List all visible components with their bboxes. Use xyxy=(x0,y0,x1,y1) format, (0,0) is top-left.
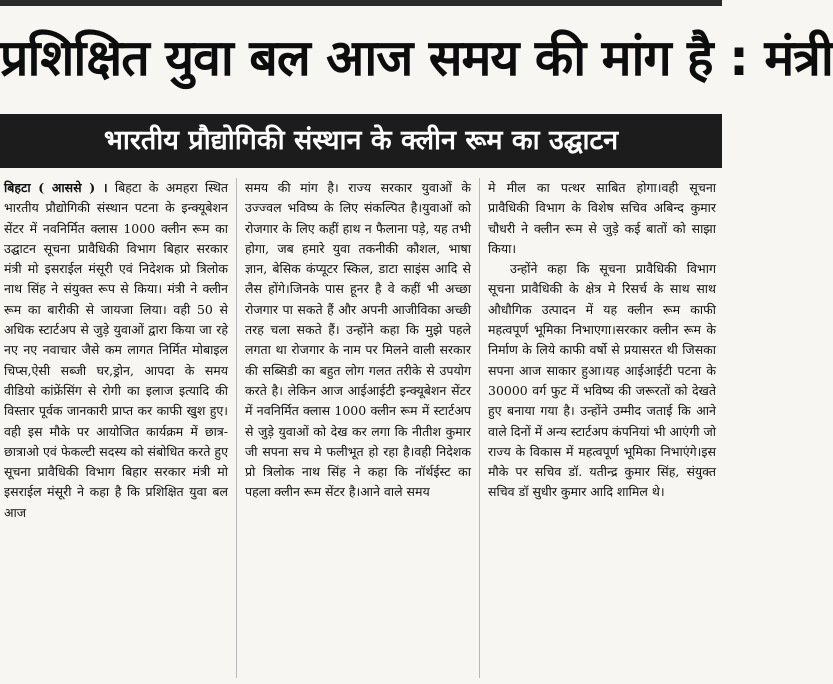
column-1-text: बिहटा के अमहरा स्थित भारतीय प्रौद्योगिकी संस्थान पटना के इन्क्यूबेशन सेंटर में नवनिर्मित क्लास 1000 क्लीन रूम का उद्घाटन सूचना प्रावैधिकी विभाग बिहार सरकार मंत्री मो इसराईल मंसूरी एवं निदेशक प्रो त्रिलोक नाथ सिंह ने संयुक्त रूप से किया। मंत्री ने क्लीन रूम का बारीकी से जायजा लिया। वही 50 से अधिक स्टार्टअप से जुड़े युवाओं द्वारा किया जा रहे नए नए नवाचार जैसे कम लागत निर्मित मोबाइल चिप्स,ऐसी सब्जी घर,ड्रोन, आपदा के समय वीडियो कांफ्रेंसिंग से रोगी का इलाज इत्यादि की विस्तार पूर्वक जानकारी प्राप्त कर काफी खुश हुए। वही इस मौके पर आयोजित कार्यक्रम में छात्र- छात्राओ एवं फेकल्टी सदस्य को संबोधित करते हुए सूचना प्रावैधिकी विभाग बिहार सरकार मंत्री मो इसराईल मंसूरी ने कहा है कि प्रशिक्षित युवा बल आज xyxy=(4,180,229,520)
article-column-2 xyxy=(236,178,479,678)
headline: प्रशिक्षित युवा बल आज समय की मांग है : मंत्री xyxy=(0,29,833,87)
article-column-1 xyxy=(0,178,236,678)
top-rule xyxy=(0,0,722,6)
subheadline-banner xyxy=(0,114,722,168)
article-body xyxy=(0,178,722,678)
column-3-paragraph-1: मे मील का पत्थर साबित होगा।वही सूचना प्रावैधिकी विभाग के विशेष सचिव अबिन्द कुमार चौधरी ने क्लीन रूम से जुड़े कई बातों को साझा किया। xyxy=(488,180,716,256)
column-2-text: समय की मांग है। राज्य सरकार युवाओं के उज्ज्वल भविष्य के लिए संकल्पित है।युवाओं को रोजगार के लिए कहीं हाथ न फैलाना पड़े, यह तभी होगा, जब हमारे युवा तकनीकी कौशल, भाषा ज्ञान, बेसिक कंप्यूटर स्किल, डाटा साइंस आदि से लैस होंगे।जिनके पास हूनर है वे कहीं भी अच्छा रोजगार पा सकते हैं और अपनी आजीविका अच्छी तरह चला सकते हैं। उन्होंने कहा कि मुझे पहले लगता था रोजगार के नाम पर मिलने वाली सरकार की सब्सिडी का बहुत लोग गलत तरीके से उपयोग करते है। लेकिन आज आईआईटी इन्क्यूबेशन सेंटर में नवनिर्मित क्लास 1000 क्लीन रूम में स्टार्टअप से जुड़े युवाओं को देख कर लगा कि नीतीश कुमार जी सपना सच मे फलीभूत हो रहा है।वही निदेशक प्रो त्रिलोक नाथ सिंह ने कहा कि नॉर्थईस्ट का पहला क्लीन रूम सेंटर है।आने वाले समय xyxy=(245,180,471,500)
article-paragraph xyxy=(4,178,228,523)
column-3-paragraph-2: उन्होंने कहा कि सूचना प्रावैधिकी विभाग सूचना प्रावैधिकी के क्षेत्र मे रिसर्च के साथ साथ औधौगिक उत्पादन में यह क्लीन रूम काफी महत्वपूर्ण भूमिका निभाएगा।सरकार क्लीन रूम के निर्माण के लिये काफी वर्षो से प्रयासरत थी जिसका सपना आज साकार हुआ।यह आईआईटी पटना के 30000 वर्ग फुट में भविष्य की जरूरतों को देखते हुए बनाया गया है। उन्होंने उम्मीद जताई कि आने वाले दिनों में अन्य स्टार्टअप कंपनियां भी आएंगी जो राज्य के विकास में महत्वपूर्ण भूमिका निभाएंगे।इस मौके पर सचिव डॉ. यतीन्द्र कुमार सिंह, संयुक्त सचिव डॉ सुधीर कुमार आदि शामिल थे। xyxy=(488,261,716,500)
subheadline: भारतीय प्रौद्योगिकी संस्थान के क्लीन रूम का उद्घाटन xyxy=(103,125,619,156)
article-column-3 xyxy=(479,178,722,678)
dateline: बिहटा ( आससे ) । xyxy=(4,180,108,195)
